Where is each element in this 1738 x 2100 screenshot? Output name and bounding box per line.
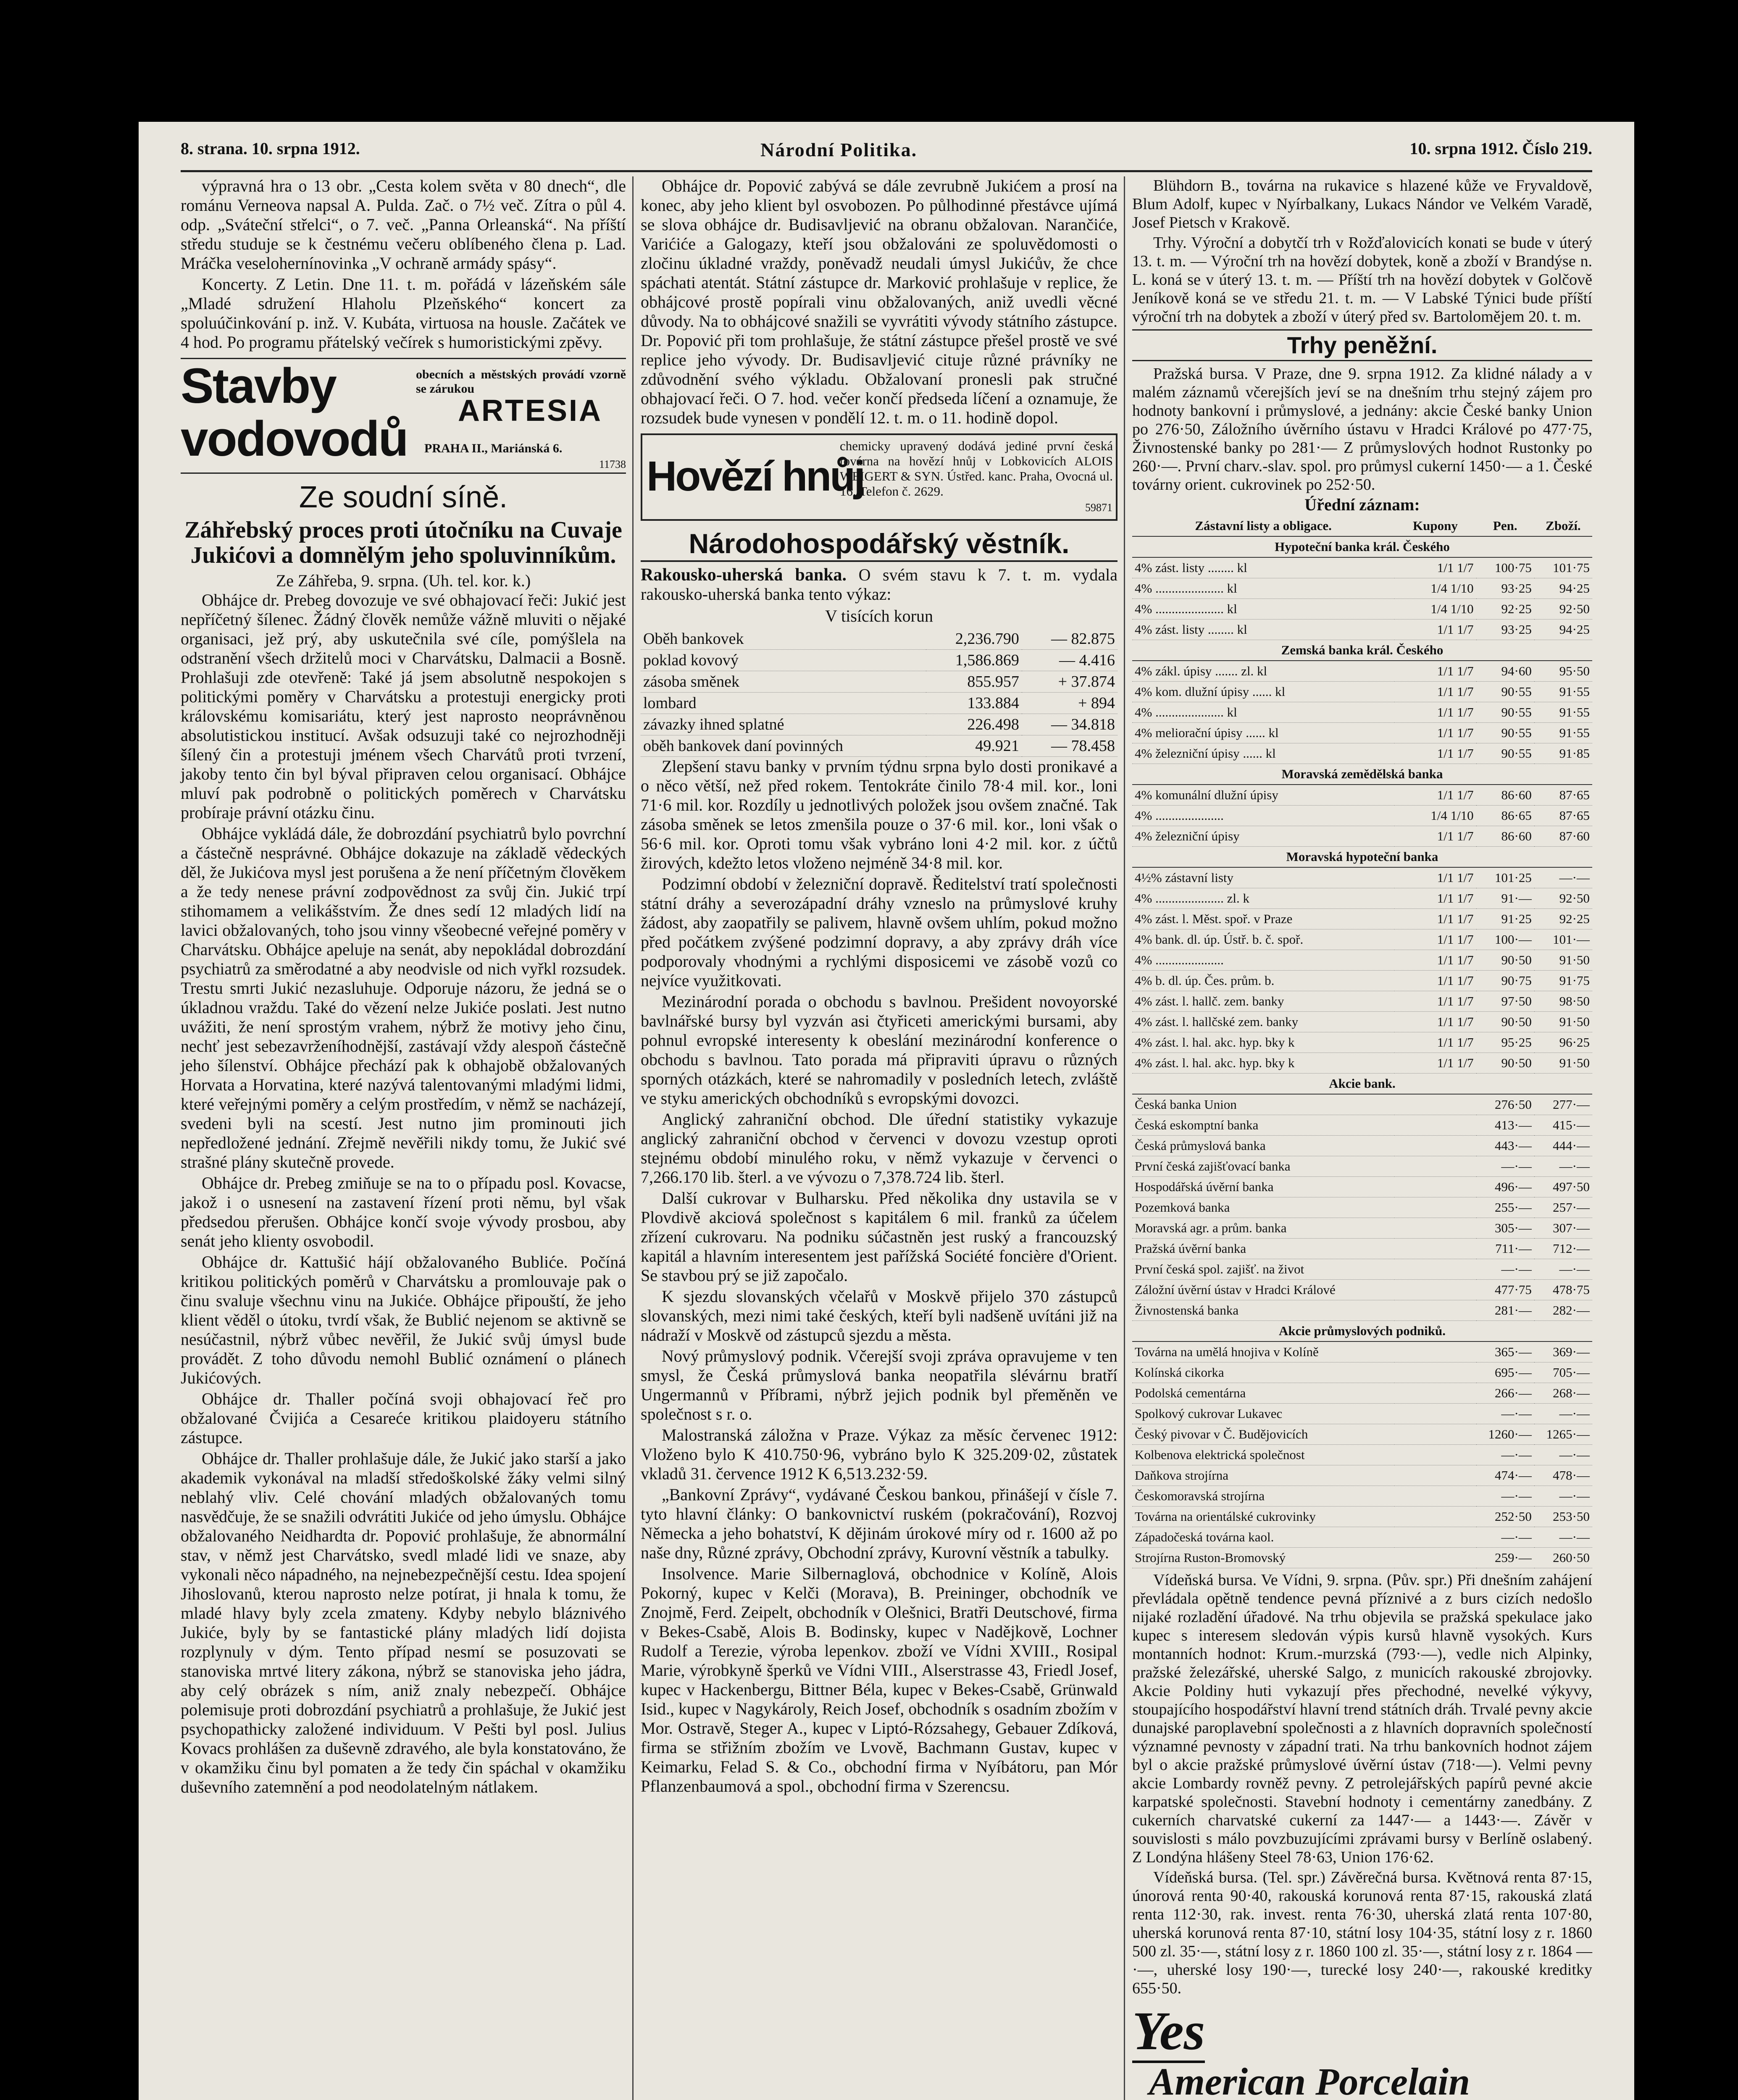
table-cell: 91·55 bbox=[1534, 682, 1592, 702]
table-cell: 4% železniční úpisy bbox=[1132, 826, 1394, 847]
ad-text: chemicky upravený dodává jediné první česká továrna na hovězí hnůj v Lobkovicích ALOIS WEIGERT & SYN. Ústřed. kanc. Praha, Ovocná ul. 16. Telefon č. 2629. bbox=[840, 438, 1113, 499]
table-row bbox=[1132, 743, 1592, 764]
table-row bbox=[1132, 1012, 1592, 1032]
table-cell: 91·50 bbox=[1534, 1012, 1592, 1032]
table-cell: 1/1 1/7 bbox=[1394, 702, 1476, 723]
paragraph: Obhájce dr. Prebeg zmiňuje se na to o případu posl. Kovacse, jakož i o usnesení na zastavení řízení proti němu, byl však předsedou přerušen. Obhájce končí svoje vývody prosbou, aby senát jeho klienty osvobodil. bbox=[181, 1173, 626, 1250]
table-cell: —·— bbox=[1476, 1527, 1534, 1548]
ad-brand-line1: American Porcelain bbox=[1149, 2060, 1470, 2100]
table-cell: 307·— bbox=[1534, 1218, 1592, 1239]
ad-small-text: obecních a městských provádí vzorně se zárukou bbox=[416, 368, 626, 396]
table-row bbox=[1132, 971, 1592, 991]
table-row bbox=[1132, 578, 1592, 599]
table-cell: 1/4 1/10 bbox=[1394, 578, 1476, 599]
paragraph: K sjezdu slovanských včelařů v Moskvě přijelo 370 zástupců slovanských, mezi nimi také českých, kteří byli nadšeně uvítáni již na nádraží v Moskvě od zástupců sjezdu a města. bbox=[641, 1287, 1117, 1344]
table-cell: 4% zást. listy ........ kl bbox=[1132, 557, 1394, 578]
table-row bbox=[1132, 1115, 1592, 1136]
table-cell: 260·50 bbox=[1534, 1548, 1592, 1568]
table-cell: 100·— bbox=[1476, 929, 1534, 950]
table-cell: 91·50 bbox=[1534, 950, 1592, 971]
table-cell: 413·— bbox=[1476, 1115, 1534, 1136]
article-headline: Záhřebský proces proti útočníku na Cuvaje Jukićovi a domnělým jeho spoluvinníkům. bbox=[184, 517, 622, 568]
table-row bbox=[1132, 867, 1592, 888]
table-cell: 94·25 bbox=[1534, 578, 1592, 599]
table-cell: Moravská agr. a prům. banka bbox=[1132, 1218, 1394, 1239]
table-row bbox=[1132, 1218, 1592, 1239]
table-cell: 4% zást. l. hal. akc. hyp. bky k bbox=[1132, 1032, 1394, 1053]
table-row bbox=[1132, 1136, 1592, 1156]
table-cell: 91·55 bbox=[1534, 723, 1592, 743]
table-row bbox=[1132, 620, 1592, 640]
table-cell: Kolínská cikorka bbox=[1132, 1362, 1394, 1383]
table-cell: 87·60 bbox=[1534, 826, 1592, 847]
table-cell bbox=[1394, 1507, 1476, 1527]
table-row: zásoba směnek 855.957 + 37.874 bbox=[641, 671, 1117, 693]
table-section-row bbox=[1132, 847, 1592, 868]
table-cell: Živnostenská banka bbox=[1132, 1300, 1394, 1321]
column-divider bbox=[1124, 176, 1125, 2100]
table-cell: 474·— bbox=[1476, 1465, 1534, 1486]
section-title: Ze soudní síně. bbox=[299, 480, 508, 514]
table-cell: 1/1 1/7 bbox=[1394, 888, 1476, 909]
table-cell: 90·55 bbox=[1476, 723, 1534, 743]
table-row bbox=[1132, 1341, 1592, 1362]
ad-number: 11738 bbox=[599, 458, 626, 470]
table-cell: 712·— bbox=[1534, 1239, 1592, 1259]
bank-heading: Rakousko-uherská banka. bbox=[641, 565, 847, 585]
table-cell: 281·— bbox=[1476, 1300, 1534, 1321]
table-cell: 478·75 bbox=[1534, 1280, 1592, 1300]
table-row bbox=[1132, 599, 1592, 620]
header-rule bbox=[181, 170, 1592, 172]
table-row bbox=[1132, 888, 1592, 909]
table-row bbox=[1132, 1032, 1592, 1053]
table-cell: 98·50 bbox=[1534, 991, 1592, 1012]
table-row bbox=[1132, 1156, 1592, 1177]
table-cell bbox=[1394, 1383, 1476, 1404]
paragraph: Insolvence. Marie Silbernaglová, obchodnice v Kolíně, Alois Pokorný, kupec v Kelči (Morava), B. Preininger, obchodník ve Znojmě, Ferd. Zeipelt, obchodník v Olešnici, Bratři Deutschové, firma v Bekes-Csabě, Alois B. Bodinsky, kupec v Nadějkově, Lochner Rudolf a Terezie, výroba lepenkov. zboží ve Vídni XVIII., Rosipal Marie, výrobkyně šperků ve Vídni VIII., Alserstrasse 43, Friedl Josef, kupec v Hackenbergu, Bittner Béla, kupec v Bekes-Csabě, Grünwald Isid., kupec v Nagykároly, Reich Josef, obchodník s osadním zbožím v Mor. Ostravě, Steger A., kupec v Liptó-Rózsahegy, Gebauer Zdíková, firma se střižním zbožím ve Lvově, Bachmann Gustav, kupec v Keimarku, Felad S. & Co., obchodní firma v Nyíbátoru, pan Mór Pflanzenbaumová a spol., obchodní firma v Szerencsu. bbox=[641, 1564, 1117, 1796]
table-row bbox=[1132, 1280, 1592, 1300]
table-section-row bbox=[1132, 640, 1592, 661]
table-cell: 87·65 bbox=[1534, 806, 1592, 826]
table-cell: 91·55 bbox=[1534, 702, 1592, 723]
table-cell bbox=[1394, 1094, 1476, 1115]
paragraph: Mezinárodní porada o obchodu s bavlnou. Prešident novoyorské bavlnářské bursy byl vyzván asi čtyřiceti americkými bursami, aby pohnul evropské interesenty k obeslání mezinárodní konference o obchodu s bavlnou. Tato porada má připraviti úpravu o různých sporných otázkách, které se nahromadily v posledních letech, zvláště ve styku amerických obchodníků s evropskými dovozci. bbox=[641, 992, 1117, 1108]
table-cell: 1/1 1/7 bbox=[1394, 971, 1476, 991]
table-cell: 276·50 bbox=[1476, 1094, 1534, 1115]
table-cell: 1/1 1/7 bbox=[1394, 950, 1476, 971]
table-row bbox=[1132, 1507, 1592, 1527]
table-cell: 4% ..................... kl bbox=[1132, 599, 1394, 620]
section-title: Národohospodářský věstník. bbox=[641, 527, 1117, 562]
table-cell: 1/1 1/7 bbox=[1394, 785, 1476, 806]
column-divider bbox=[632, 176, 634, 2100]
table-cell: 496·— bbox=[1476, 1177, 1534, 1197]
concert-text: Koncerty. Z Letin. Dne 11. t. m. pořádá v lázeňském sále „Mladé sdružení Hlaholu Plzeňského“ koncert za spoluúčinkování p. inž. V. Kubáta, virtuosa na housle. Začátek ve 4 hod. Po programu přátelský večírek s humoristickými zpěvy. bbox=[181, 275, 626, 352]
table-cell bbox=[1394, 1136, 1476, 1156]
table-row: Oběh bankovek 2,236.790 — 82.875 bbox=[641, 628, 1117, 650]
table-row: oběh bankovek daní povinných 49.921 — 78.458 bbox=[641, 735, 1117, 757]
table-row bbox=[1132, 950, 1592, 971]
table-cell: 1/1 1/7 bbox=[1394, 723, 1476, 743]
table-cell: 252·50 bbox=[1476, 1507, 1534, 1527]
table-cell: 95·25 bbox=[1476, 1032, 1534, 1053]
table-cell: 4% zást. listy ........ kl bbox=[1132, 620, 1394, 640]
table-row bbox=[1132, 1424, 1592, 1445]
table-cell: —·— bbox=[1476, 1486, 1534, 1507]
table-cell: 94·25 bbox=[1534, 620, 1592, 640]
table-cell: 86·65 bbox=[1476, 806, 1534, 826]
table-cell: —·— bbox=[1534, 1486, 1592, 1507]
table-cell: 255·— bbox=[1476, 1197, 1534, 1218]
table-cell: Kolbenova elektrická společnost bbox=[1132, 1445, 1394, 1465]
table-cell: 4% meliorační úpisy ...... kl bbox=[1132, 723, 1394, 743]
table-cell: —·— bbox=[1476, 1156, 1534, 1177]
table-cell: 90·50 bbox=[1476, 1012, 1534, 1032]
table-cell: Podolská cementárna bbox=[1132, 1383, 1394, 1404]
table-row bbox=[1132, 1300, 1592, 1321]
table-cell: 1/1 1/7 bbox=[1394, 929, 1476, 950]
table-cell bbox=[1394, 1404, 1476, 1424]
table-cell: Hospodářská úvěrní banka bbox=[1132, 1177, 1394, 1197]
table-cell: 1/1 1/7 bbox=[1394, 1012, 1476, 1032]
table-cell: 1/1 1/7 bbox=[1394, 682, 1476, 702]
table-cell bbox=[1394, 1218, 1476, 1239]
table-cell: 95·50 bbox=[1534, 661, 1592, 682]
table-cell: Akcie průmyslových podniků. bbox=[1132, 1321, 1592, 1342]
table-row bbox=[1132, 1548, 1592, 1568]
table-cell bbox=[1394, 1465, 1476, 1486]
table-cell: 91·75 bbox=[1534, 971, 1592, 991]
table-cell: —·— bbox=[1534, 867, 1592, 888]
paragraph: Podzimní období v železniční dopravě. Ředitelství tratí společnosti státní dráhy a severozápadní dráhy vzneslo na průmyslové kruhy žádost, aby zaopatřily se palivem, hlavně ovšem uhlím, pokud možno před počátkem zvýšené podzimní dopravy, a aby zprávy dráh více podporovaly vhodnými a rychlými disposicemi ve zásobě vozů co nejvíce využitkovati. bbox=[641, 874, 1117, 990]
table-cell: 4½% zástavní listy bbox=[1132, 867, 1394, 888]
table-cell: 1/1 1/7 bbox=[1394, 620, 1476, 640]
table-cell: Zemská banka král. Českého bbox=[1132, 640, 1592, 661]
table-cell: —·— bbox=[1534, 1259, 1592, 1280]
table-row bbox=[1132, 1383, 1592, 1404]
ad-hovezi-hnuj bbox=[641, 433, 1117, 521]
table-cell: 1/1 1/7 bbox=[1394, 826, 1476, 847]
table-cell: 90·75 bbox=[1476, 971, 1534, 991]
table-row bbox=[1132, 1177, 1592, 1197]
table-cell bbox=[1394, 1197, 1476, 1218]
table-cell: Továrna na umělá hnojiva v Kolíně bbox=[1132, 1341, 1394, 1362]
paragraph: Obhájce dr. Kattušić hájí obžalovaného Bubliće. Počíná kritikou politických poměrů v Charvátsku a promlouvaje pak o činu svaluje všechnu vinu na Jukiće. Obhájce připouští, že jeho klient věděl o útoku, tvrdí však, že Bublić nejenom se aktivně se nesúčastnil, nýbrž vůbec nevěřil, že Jukić svůj úmysl bude provádět. Z toho důvodu nemohl Bublić oznámení o plánech Jukićových. bbox=[181, 1252, 626, 1387]
table-cell: 90·55 bbox=[1476, 682, 1534, 702]
table-cell: Česká banka Union bbox=[1132, 1094, 1394, 1115]
paragraph: Anglický zahraniční obchod. Dle úřední statistiky vykazuje anglický zahraniční obchod v červenci v dovozu vzestup oproti stejnému období minulého roku, v němž vykazuje v červenci o 7,266.170 lib. šterl. a ve vývozu o 7,378.724 lib. šterl. bbox=[641, 1110, 1117, 1186]
table-cell bbox=[1394, 1362, 1476, 1383]
table-cell: 4% zást. l. hallčské zem. banky bbox=[1132, 1012, 1394, 1032]
table-cell: 1/1 1/7 bbox=[1394, 1032, 1476, 1053]
newspaper-page bbox=[139, 122, 1634, 2100]
table-cell: 4% komunální dlužní úpisy bbox=[1132, 785, 1394, 806]
table-cell: 4% ..................... kl bbox=[1132, 578, 1394, 599]
table-cell: —·— bbox=[1476, 1445, 1534, 1465]
table-cell: Továrna na orientálské cukrovinky bbox=[1132, 1507, 1394, 1527]
theatre-text: výpravná hra o 13 obr. „Cesta kolem světa v 80 dnech“, dle románu Verneova napsal A. Pulda. Zač. o 7½ več. Zítra o půl 4. odp. „Sváteční střelci“, o 7. več. „Panna Orleanská“. Na příští středu studuje se k čestnému večeru oblíbeného člena p. Lad. Mráčka veselohernínovinka „V ochraně armády spásy“. bbox=[181, 176, 626, 273]
table-cell: 93·25 bbox=[1476, 620, 1534, 640]
table-cell bbox=[1394, 1341, 1476, 1362]
table-cell bbox=[1394, 1156, 1476, 1177]
prague-bourse: Pražská bursa. V Praze, dne 9. srpna 1912. Za klidné nálady a v malém záznamů včerejších jeví se na dnešním trhu stejný zájem pro hodnoty bankovní i průmyslové, a jednány: akcie České banky Union po 276·50, Záložního úvěrního ústavu v Hradci Králové po 477·75, Živnostenské banky po 281·— Z průmyslových hodnot Rustonky po 260·—. První charv.-slav. spol. pro průmysl cukerní 1450·— a 1. České továrny orient. cukrovinek po 252·50. bbox=[1132, 365, 1592, 494]
table-cell bbox=[1394, 1424, 1476, 1445]
table-cell: První česká spol. zajišť. na život bbox=[1132, 1259, 1394, 1280]
table-cell: 93·25 bbox=[1476, 578, 1534, 599]
table-cell: 97·50 bbox=[1476, 991, 1534, 1012]
table-cell: 477·75 bbox=[1476, 1280, 1534, 1300]
ad-big: Hovězí hnůj bbox=[647, 453, 864, 500]
column-2 bbox=[641, 176, 1117, 1798]
table-cell: Záložní úvěrní ústav v Hradci Králové bbox=[1132, 1280, 1394, 1300]
table-cell: 268·— bbox=[1534, 1383, 1592, 1404]
table-cell: 4% zást. l. Měst. spoř. v Praze bbox=[1132, 909, 1394, 929]
table-cell: 92·25 bbox=[1534, 909, 1592, 929]
paragraph: Zlepšení stavu banky v prvním týdnu srpna bylo dosti pronikavé a o něco větší, než před rokem. Tentokráte činilo 78·4 mil. kor., loni 71·6 mil. kor. Rozdíly u jednotlivých položek jsou ovšem značné. Tak zásoba směnek se letos zmenšila pouze o 37·6 mil. kor., loni však o 56·6 mil. kor. Oproti tomu však vybráno loni 4·2 mil. kor. z účtů žirových, kdežto letos vloženo nejméně 34·8 mil. kor. bbox=[641, 757, 1117, 872]
table-cell: 1/4 1/10 bbox=[1394, 806, 1476, 826]
ad-address: PRAHA II., Mariánská 6. bbox=[424, 441, 563, 455]
table-cell: 4% ..................... kl bbox=[1132, 702, 1394, 723]
table-cell: 100·75 bbox=[1476, 557, 1534, 578]
paragraph: Obhájce dr. Thaller počíná svoji obhajovací řeč pro obžalované Čvijića a Cesareće kritikou plaidoyeru státního zástupce. bbox=[181, 1389, 626, 1447]
table-row bbox=[1132, 723, 1592, 743]
table-cell: 91·85 bbox=[1534, 743, 1592, 764]
column-1 bbox=[181, 176, 626, 1798]
table-section-row bbox=[1132, 764, 1592, 785]
table-cell: 96·25 bbox=[1534, 1032, 1592, 1053]
paragraph: Trhy. Výroční a dobytčí trh v Rožďalovicích konati se bude v úterý 13. t. m. — Výroční trh na hovězí dobytek, koně a zboží v Brandýse n. L. koná se v úterý 13. t. m. — Příští trh na hovězí dobytek v Golčově Jeníkově koná se ve středu 21. t. m. — V Labské Týnici bude příští výroční trh na dobytek a zboží v úterý před sv. Bartolomějem 20. t. m. bbox=[1132, 234, 1592, 326]
table-cell: 695·— bbox=[1476, 1362, 1534, 1383]
table-cell: 4% ..................... bbox=[1132, 950, 1394, 971]
paragraph: Obhájce vykládá dále, že dobrozdání psychiatrů bylo povrchní a částečně nesprávné. Obhájce dokazuje na základě vědeckých děl, že Jukićova mysl jest porušena a že není příčetným člověkem a že tedy nenese právní zodpovědnost za svůj čin. Jukić trpí stihomamem a velikášstvím. Že dnes sedí 12 mladých lidí na lavici obžalovaných, toho jsou vinny všeobecné veřejné poměry v Charvátsku. Obhájce apeluje na senát, aby nepokládal dobrozdání psychiatrů za směrodatné a aby neodvisle od nich vyřkl rozsudek. Trestu smrti Jukić nezasluhuje. Odporuje názoru, že jedná se o úkladnou vraždu. Také do vězení nelze Jukiće poslati. Jest nutno uvážiti, že není sprostým vrahem, nýbrž že motivy jeho činu, nechť jest sebezavrženíhodnější, zastávají vždy alespoň částečně jeho šílenství. Obhájce přechází pak k obhajobě obžalovaných Horvata a Horvatina, které nazývá talentovanými mladými lidmi, které veřejnými poměry a celým prostředím, v němž se nacházejí, svedeni byli na scestí. Jest nutno jim prominouti jich nepředložené jednání. Zřejmě nevěřili nikdy tomu, že Jukić své strašné plány skutečně provede. bbox=[181, 824, 626, 1171]
table-cell: Česká eskomptní banka bbox=[1132, 1115, 1394, 1136]
table-cell: 1/1 1/7 bbox=[1394, 661, 1476, 682]
table-cell: 4% železniční úpisy ...... kl bbox=[1132, 743, 1394, 764]
table-cell: 4% bank. dl. úp. Ústř. b. č. spoř. bbox=[1132, 929, 1394, 950]
table-cell: Česká průmyslová banka bbox=[1132, 1136, 1394, 1156]
table-row bbox=[1132, 702, 1592, 723]
table-cell: Moravská hypoteční banka bbox=[1132, 847, 1592, 868]
ad-brand: ARTESIA bbox=[458, 394, 603, 428]
table-cell: 92·50 bbox=[1534, 599, 1592, 620]
ad-american-porcelain bbox=[1132, 2002, 1592, 2100]
table-row bbox=[1132, 1094, 1592, 1115]
official-label: Úřední záznam: bbox=[1304, 495, 1420, 514]
table-cell: 253·50 bbox=[1534, 1507, 1592, 1527]
page-header bbox=[181, 139, 1592, 168]
table-row bbox=[1132, 1259, 1592, 1280]
table-row bbox=[1132, 826, 1592, 847]
table-section-row bbox=[1132, 1074, 1592, 1095]
table-cell: 282·— bbox=[1534, 1300, 1592, 1321]
bank-intro: O svém stavu k 7. t. m. vydala rakousko-uherská banka tento výkaz: bbox=[641, 565, 1118, 604]
table-cell: 1265·— bbox=[1534, 1424, 1592, 1445]
table-cell: První česká zajišťovací banka bbox=[1132, 1156, 1394, 1177]
issue-date-number: 10. srpna 1912. Číslo 219. bbox=[1409, 139, 1592, 158]
paragraph: Obhájce dr. Thaller prohlašuje dále, že Jukić jako starší a jako akademik vykonával na mladší středoškolské žáky velmi silný neblahý vliv. Celé chování mladých obžalovaných tomu nasvědčuje, že se snažili odvrátiti Jukiće od jeho úmyslu. Obhájce obžalovaného Neidhardta dr. Popović prohlašuje, že abnormální stav, v němž jest Charvátsko, svedl mladé lidi ve snaze, aby vykonali něco nápadného, na nejnebezpečnější cestu. Idea spojení Jihoslovanů, kterou naprosto nelze potírat, ji hnala k tomu, že mladé hlavy byly zcela zmateny. Kdyby nebylo bláznivého Jukiće, byly by se fantastické plány mladých lidí dojista rozplynuly v dým. Tento případ nesmí se posuzovati se stanoviska mrtvé litery zákona, nýbrž se stanoviska jeho jádra, aby celý obrázek s ním, aniž znaly nebezpečí. Obhájce polemisuje proti dobrozdání psychiatrů a prohlašuje, že Jukić jest psychopathicky založené individuum. V Pešti byl posl. Julius Kovacs prohlášen za duševně zdravého, ale byla konstatováno, že v okamžiku činu byl pomaten a že tedy čin spáchal v okamžiku duševního zatemnění a pod neodolatelným nátlakem. bbox=[181, 1449, 626, 1796]
table-row bbox=[1132, 1486, 1592, 1507]
table-row: poklad kovový 1,586.869 — 4.416 bbox=[641, 650, 1117, 671]
table-row bbox=[1132, 557, 1592, 578]
table-row bbox=[1132, 929, 1592, 950]
paragraph: Nový průmyslový podnik. Včerejší svoji zpráva opravujeme v ten smysl, že Česká průmyslová banka neopatřila slévárnu bratří Ungermannů v Příbrami, nýbrž jejich podnik byl přeměněn ve společnost s r. o. bbox=[641, 1347, 1117, 1423]
table-cell: 4% zást. l. hal. akc. hyp. bky k bbox=[1132, 1053, 1394, 1074]
table-cell: 4% zást. l. hallč. zem. banky bbox=[1132, 991, 1394, 1012]
table-cell: Pozemková banka bbox=[1132, 1197, 1394, 1218]
table-cell: Hypoteční banka král. Českého bbox=[1132, 536, 1592, 557]
table-row bbox=[1132, 1197, 1592, 1218]
table-cell: —·— bbox=[1534, 1445, 1592, 1465]
table-cell: 478·— bbox=[1534, 1465, 1592, 1486]
table-row bbox=[1132, 785, 1592, 806]
table-cell: 101·— bbox=[1534, 929, 1592, 950]
table-cell: 101·25 bbox=[1476, 867, 1534, 888]
table-header-row: Zástavní listy a obligace. Kupony Pen. Zboží. bbox=[1132, 516, 1592, 536]
table-cell: 1260·— bbox=[1476, 1424, 1534, 1445]
table-row bbox=[1132, 1527, 1592, 1548]
table-cell bbox=[1394, 1527, 1476, 1548]
page-number-date: 8. strana. 10. srpna 1912. bbox=[181, 139, 360, 158]
table-cell bbox=[1394, 1280, 1476, 1300]
section-title: Trhy peněžní. bbox=[1132, 329, 1592, 361]
table-cell: 444·— bbox=[1534, 1136, 1592, 1156]
table-cell: Akcie bank. bbox=[1132, 1074, 1592, 1095]
masthead: Národní Politika. bbox=[760, 139, 918, 160]
table-cell: 4% ..................... bbox=[1132, 806, 1394, 826]
table-cell: 1/1 1/7 bbox=[1394, 867, 1476, 888]
paragraph: Další cukrovar v Bulharsku. Před několika dny ustavila se v Plovdivě akciová společnost s kapitálem 6 mil. franků za účelem zřízení cukrovaru. Na podniku súčastněn jest ruský a francouzský kapitál a hlavním interesentem jest pařížská Société foncière d'Orient. Se stavbou prý se již započalo. bbox=[641, 1189, 1117, 1285]
table-cell: 305·— bbox=[1476, 1218, 1534, 1239]
table-cell: Západočeská továrna kaol. bbox=[1132, 1527, 1394, 1548]
table-cell: 4% ..................... zl. k bbox=[1132, 888, 1394, 909]
dateline: Ze Záhřeba, 9. srpna. (Uh. tel. kor. k.) bbox=[276, 571, 531, 590]
table-row bbox=[1132, 1239, 1592, 1259]
table-cell: Daňkova strojírna bbox=[1132, 1465, 1394, 1486]
table-cell: 87·65 bbox=[1534, 785, 1592, 806]
table-cell: 1/1 1/7 bbox=[1394, 743, 1476, 764]
table-cell: 90·50 bbox=[1476, 950, 1534, 971]
table-section-row bbox=[1132, 536, 1592, 557]
table-cell bbox=[1394, 1445, 1476, 1465]
table-row: závazky ihned splatné 226.498 — 34.818 bbox=[641, 714, 1117, 735]
ad-yes: Yes bbox=[1132, 2002, 1205, 2063]
table-section-row bbox=[1132, 1321, 1592, 1342]
table-cell: 1/1 1/7 bbox=[1394, 991, 1476, 1012]
table-cell: 4% b. dl. úp. Čes. prům. b. bbox=[1132, 971, 1394, 991]
table-cell: 90·55 bbox=[1476, 743, 1534, 764]
table-cell: 711·— bbox=[1476, 1239, 1534, 1259]
table-cell: 1/1 1/7 bbox=[1394, 909, 1476, 929]
table-row bbox=[1132, 806, 1592, 826]
vienna-close: Vídeňská bursa. (Tel. spr.) Závěrečná bursa. Květnová renta 87·15, únorová renta 90·40, rakouská korunová renta 87·15, rakouská zlatá renta 112·30, rak. invest. renta 76·30, uherská zlatá renta 107·80, uherská korunová renta 87·10, státní losy 104·35, státní losy z r. 1860 500 zl. 35·—, státní losy z r. 1860 100 zl. 35·—, státní losy z r. 1864 —·—, uherské losy 190·—, turecké losy 240·—, rakouské kreditky 655·50. bbox=[1132, 1869, 1592, 1997]
table-cell: 365·— bbox=[1476, 1341, 1534, 1362]
table-cell: —·— bbox=[1534, 1404, 1592, 1424]
table-cell bbox=[1394, 1486, 1476, 1507]
bank-table bbox=[641, 628, 1117, 757]
table-row bbox=[1132, 1445, 1592, 1465]
table-cell: —·— bbox=[1476, 1404, 1534, 1424]
table-cell: 4% zákl. úpisy ....... zl. kl bbox=[1132, 661, 1394, 682]
table-cell: 86·60 bbox=[1476, 785, 1534, 806]
table-row bbox=[1132, 661, 1592, 682]
ad-big-line1: Stavby bbox=[181, 358, 336, 414]
table-cell: 277·— bbox=[1534, 1094, 1592, 1115]
table-row bbox=[1132, 1404, 1592, 1424]
table-row bbox=[1132, 909, 1592, 929]
vienna-bourse: Vídeňská bursa. Ve Vídni, 9. srpna. (Pův. spr.) Při dnešním zahájení převládala opětně tendence pevná příznivé a z burs cizích nedošlo nijaké rozladění úřadové. Na trhu objevila se pražská spekulace jako kupec s interesem sledován výpis kursů hlavně vysokých. Kurs montanních hodnot: Krum.-murzská (793·—), vedle nich Alpinky, pražské železářské, uherské Salgo, z municích rakouské zbrojovky. Akcie Poldiny huti vykazují přes přechodné, nevelké výkyvy, stoupajícího hospodářství hlavní trend státních dráh. Trvalé pevny akcie dunajské paroplavební společnosti a z hlavních dopravních společností významné pevnosty v západní trati. Na trhu bankovních hodnot zájem byl o akcie pražské průmyslové úvěrní ústav (718·—). Velmi pevny akcie Lombardy rovněž pevny. Z petrolejářských papírů pevné akcie karpatské společnosti. Stavební hodnoty i cementárny zanedbány. Z cukerních charvatské cukerní za 1447·— a 1443·—. Závěr v souvislosti s málo povzbuzujícími zprávami bursy v Berlíně oslabený. Z Londýna hlášeny Steel 78·63, Union 176·62. bbox=[1132, 1571, 1592, 1866]
table-cell: 1/1 1/7 bbox=[1394, 557, 1476, 578]
table-cell bbox=[1394, 1115, 1476, 1136]
paragraph: Obhájce dr. Prebeg dovozuje ve své obhajovací řeči: Jukić jest nepříčetný šílenec. Žádný člověk nemůže vážně mluviti o nějaké organisaci, jež prý, aby uskutečnila své cíle, pomýšlela na odstranění všech držitelů moci v Charvátsku, Dalmacii a Bosně. Prohlašuji zde otevřeně: Také já jsem absolutně nespokojen s politickými poměry v Charvátsku a protestuji energicky proti královskému komisariátu, který jest naprosto neoprávněnou absolutistickou institucí. Avšak odsuzuji také co nejrozhodněji šílený čin a protestuji jménem všech Charvátů proti tvrzení, jakoby tento čin byl býval připraven celou organisací. Obhájce mluví pak podrobně o politických poměrech v Charvátsku probíraje právní otázku činu. bbox=[181, 591, 626, 822]
bank-unit: V tisících korun bbox=[825, 606, 933, 625]
paragraph: Malostranská záložna v Praze. Výkaz za měsíc červenec 1912: Vloženo bylo K 410.750·96, vybráno bylo K 325.209·02, zůstatek vkladů 31. července 1912 K 6,513.232·59. bbox=[641, 1425, 1117, 1483]
table-cell: 443·— bbox=[1476, 1136, 1534, 1156]
table-cell: Moravská zemědělská banka bbox=[1132, 764, 1592, 785]
table-cell: 1/1 1/7 bbox=[1394, 1053, 1476, 1074]
quotes-table bbox=[1132, 516, 1592, 1568]
table-row: lombard 133.884 + 894 bbox=[641, 693, 1117, 714]
table-cell: Spolkový cukrovar Lukavec bbox=[1132, 1404, 1394, 1424]
table-cell bbox=[1394, 1177, 1476, 1197]
table-cell: 91·50 bbox=[1534, 1053, 1592, 1074]
table-cell: 415·— bbox=[1534, 1115, 1592, 1136]
table-cell bbox=[1394, 1259, 1476, 1280]
table-row bbox=[1132, 1362, 1592, 1383]
table-cell: 257·— bbox=[1534, 1197, 1592, 1218]
table-cell: 369·— bbox=[1534, 1341, 1592, 1362]
table-cell: 92·50 bbox=[1534, 888, 1592, 909]
table-cell: 266·— bbox=[1476, 1383, 1534, 1404]
table-cell: 259·— bbox=[1476, 1548, 1534, 1568]
paragraph: „Bankovní Zprávy“, vydávané Českou bankou, přinášejí v čísle 7. tyto hlavní články: O bankovnictví ruském (pokračování), Rozvoj Německa a jeho bohatství, K dějinám úrokové míry od r. 1600 až po naše dny, Různé zprávy, Obchodní zprávy, Kurovní věstník a tabulky. bbox=[641, 1485, 1117, 1562]
table-cell: 497·50 bbox=[1534, 1177, 1592, 1197]
table-cell: 94·60 bbox=[1476, 661, 1534, 682]
table-cell bbox=[1394, 1300, 1476, 1321]
paragraph: Obhájce dr. Popović zabývá se dále zevrubně Jukićem a prosí na konec, aby jeho klient byl osvobozen. Po půlhodinné přestávce ujímá se slova obhájce dr. Budisavljević na obranu obžalovan. Narančiće, Varićiće a Galogazy, kteří jsou obžalováni ze spoluvědomosti o zločinu úkladné vraždy, poněvadž neudali úmysl Jukićův, že chce spáchati atentát. Státní zástupce dr. Marković prohlašuje v replice, že obhájcové prostě popírali vinu obžalovaných, aniž uvedli věcné důvody. Na to obhájcové snažili se vyvrátiti vývody státního zástupce. Dr. Popović při tom prohlašuje, že státní zástupce přešel prostě ve své replice jeho vývody. Dr. Budisavljević cituje různé právníky ne zdůvodnění svého výkladu. Obžalovaní pronesli pak stručné obhajovací řeči. O 7. hod. večer končí předseda líčení a oznamuje, že rozsudek bude vynesen v pondělí 12. t. m. o 11. hodině dopol. bbox=[641, 176, 1117, 427]
table-cell: Český pivovar v Č. Budějovicích bbox=[1132, 1424, 1394, 1445]
table-cell: 705·— bbox=[1534, 1362, 1592, 1383]
table-cell: 101·75 bbox=[1534, 557, 1592, 578]
table-cell: —·— bbox=[1534, 1527, 1592, 1548]
table-cell bbox=[1394, 1548, 1476, 1568]
table-row bbox=[1132, 991, 1592, 1012]
ad-artesia bbox=[181, 358, 626, 474]
table-row bbox=[1132, 1465, 1592, 1486]
table-row bbox=[1132, 682, 1592, 702]
table-cell: 90·50 bbox=[1476, 1053, 1534, 1074]
table-cell: Strojírna Ruston-Bromovský bbox=[1132, 1548, 1394, 1568]
ad-number: 59871 bbox=[1085, 501, 1112, 514]
table-cell: Pražská úvěrní banka bbox=[1132, 1239, 1394, 1259]
table-cell: 91·25 bbox=[1476, 909, 1534, 929]
table-cell: 86·60 bbox=[1476, 826, 1534, 847]
table-cell: Českomoravská strojírna bbox=[1132, 1486, 1394, 1507]
table-cell: 92·25 bbox=[1476, 599, 1534, 620]
table-cell bbox=[1394, 1239, 1476, 1259]
table-cell: 1/4 1/10 bbox=[1394, 599, 1476, 620]
table-cell: 91·— bbox=[1476, 888, 1534, 909]
column-3 bbox=[1132, 176, 1592, 2100]
table-cell: —·— bbox=[1476, 1259, 1534, 1280]
table-cell: —·— bbox=[1534, 1156, 1592, 1177]
paragraph: Blühdorn B., továrna na rukavice s hlazené kůže ve Fryvaldově, Blum Adolf, kupec v Nyírbalkany, Lukacs Nándor ve Velkém Varadě, Josef Pietsch v Krakově. bbox=[1132, 177, 1592, 231]
table-row bbox=[1132, 1053, 1592, 1074]
table-cell: 90·55 bbox=[1476, 702, 1534, 723]
ad-big-line2: vodovodů bbox=[181, 411, 408, 467]
table-cell: 4% kom. dlužní úpisy ...... kl bbox=[1132, 682, 1394, 702]
